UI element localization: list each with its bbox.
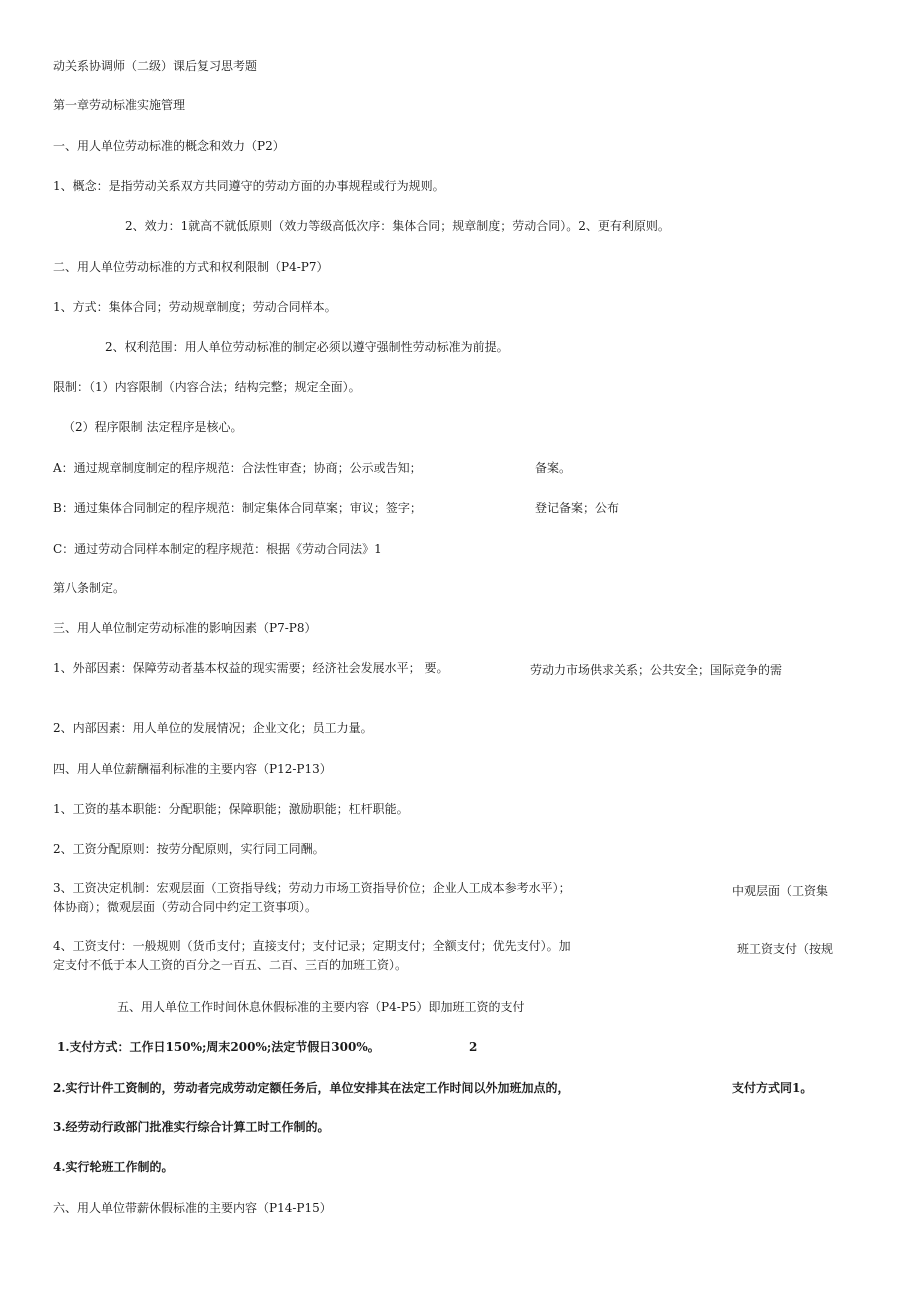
- s2-item-a-cont: 备案。: [535, 461, 572, 475]
- document-title: 动关系协调师（二级）课后复习思考题: [53, 59, 258, 73]
- s4-pay: 4、工资支付：一般规则（货币支付；直接支付；支付记录；定期支付；全额支付；优先支付）。加: [53, 939, 571, 953]
- s4-decide-cont: 体协商）；微观层面（劳动合同中约定工资事项）。: [53, 900, 318, 914]
- s5-item-3: 3.经劳动行政部门批准实行综合计算工时工作制的。: [53, 1120, 330, 1134]
- s2-item-b-cont: 登记备案；公布: [535, 501, 620, 515]
- s3-external-cont: 劳动力市场供求关系；公共安全；国际竞争的需: [530, 663, 783, 677]
- s4-principle: 2、工资分配原则：按劳分配原则，实行同工同酬。: [53, 842, 325, 856]
- s2-method: 1、方式：集体合同；劳动规章制度；劳动合同样本。: [53, 300, 337, 314]
- section-1-heading: 一、用人单位劳动标准的概念和效力（P2）: [53, 139, 285, 153]
- section-3-heading: 三、用人单位制定劳动标准的影响因素（P7-P8）: [53, 621, 317, 635]
- s5-item-2-cont: 支付方式同1。: [732, 1081, 813, 1095]
- section-4-heading: 四、用人单位薪酬福利标准的主要内容（P12-P13）: [53, 762, 332, 776]
- s2-limit-procedure: （2）程序限制 法定程序是核心。: [63, 420, 243, 434]
- s4-function: 1、工资的基本职能：分配职能；保障职能；激励职能；杠杆职能。: [53, 802, 409, 816]
- s4-decide-right: 中观层面（工资集: [732, 884, 829, 898]
- chapter-title: 第一章劳动标准实施管理: [53, 98, 186, 112]
- s5-item-1-number: 2: [469, 1040, 478, 1054]
- s2-limit-content: 限制：（1）内容限制（内容合法；结构完整；规定全面）。: [53, 380, 361, 394]
- s3-external: 1、外部因素：保障劳动者基本权益的现实需要；经济社会发展水平； 要。: [53, 661, 449, 675]
- s1-concept: 1、概念：是指劳动关系双方共同遵守的劳动方面的办事规程或行为规则。: [53, 179, 445, 193]
- s5-item-4: 4.实行轮班工作制的。: [53, 1160, 174, 1174]
- section-2-heading: 二、用人单位劳动标准的方式和权利限制（P4-P7）: [53, 260, 329, 274]
- s2-item-c-cont: 第八条制定。: [53, 581, 126, 595]
- s2-item-a: A：通过规章制度制定的程序规范：合法性审查；协商；公示或告知；: [53, 461, 422, 475]
- s5-item-1: 1.支付方式：工作日150%;周末200%;法定节假日300%。: [57, 1040, 380, 1054]
- s4-pay-right: 班工资支付（按规: [737, 942, 834, 956]
- section-5-heading: 五、用人单位工作时间休息休假标准的主要内容（P4-P5）即加班工资的支付: [117, 1000, 525, 1014]
- s1-effect: 2、效力：1就高不就低原则（效力等级高低次序：集体合同；规章制度；劳动合同）。2、更有利原则。: [125, 219, 670, 233]
- s4-decide: 3、工资决定机制：宏观层面（工资指导线；劳动力市场工资指导价位；企业人工成本参考水平）；: [53, 881, 571, 895]
- s2-item-c: C：通过劳动合同样本制定的程序规范：根据《劳动合同法》1: [53, 542, 382, 556]
- s5-item-2: 2.实行计件工资制的，劳动者完成劳动定额任务后，单位安排其在法定工作时间以外加班加点的，: [53, 1081, 570, 1095]
- s2-rights: 2、权利范围：用人单位劳动标准的制定必须以遵守强制性劳动标准为前提。: [105, 340, 509, 354]
- section-6-heading: 六、用人单位带薪休假标准的主要内容（P14-P15）: [53, 1201, 332, 1215]
- s3-internal: 2、内部因素：用人单位的发展情况；企业文化；员工力量。: [53, 721, 373, 735]
- s2-item-b: B：通过集体合同制定的程序规范：制定集体合同草案；审议；签字；: [53, 501, 422, 515]
- s4-pay-cont: 定支付不低于本人工资的百分之一百五、二百、三百的加班工资）。: [53, 958, 408, 972]
